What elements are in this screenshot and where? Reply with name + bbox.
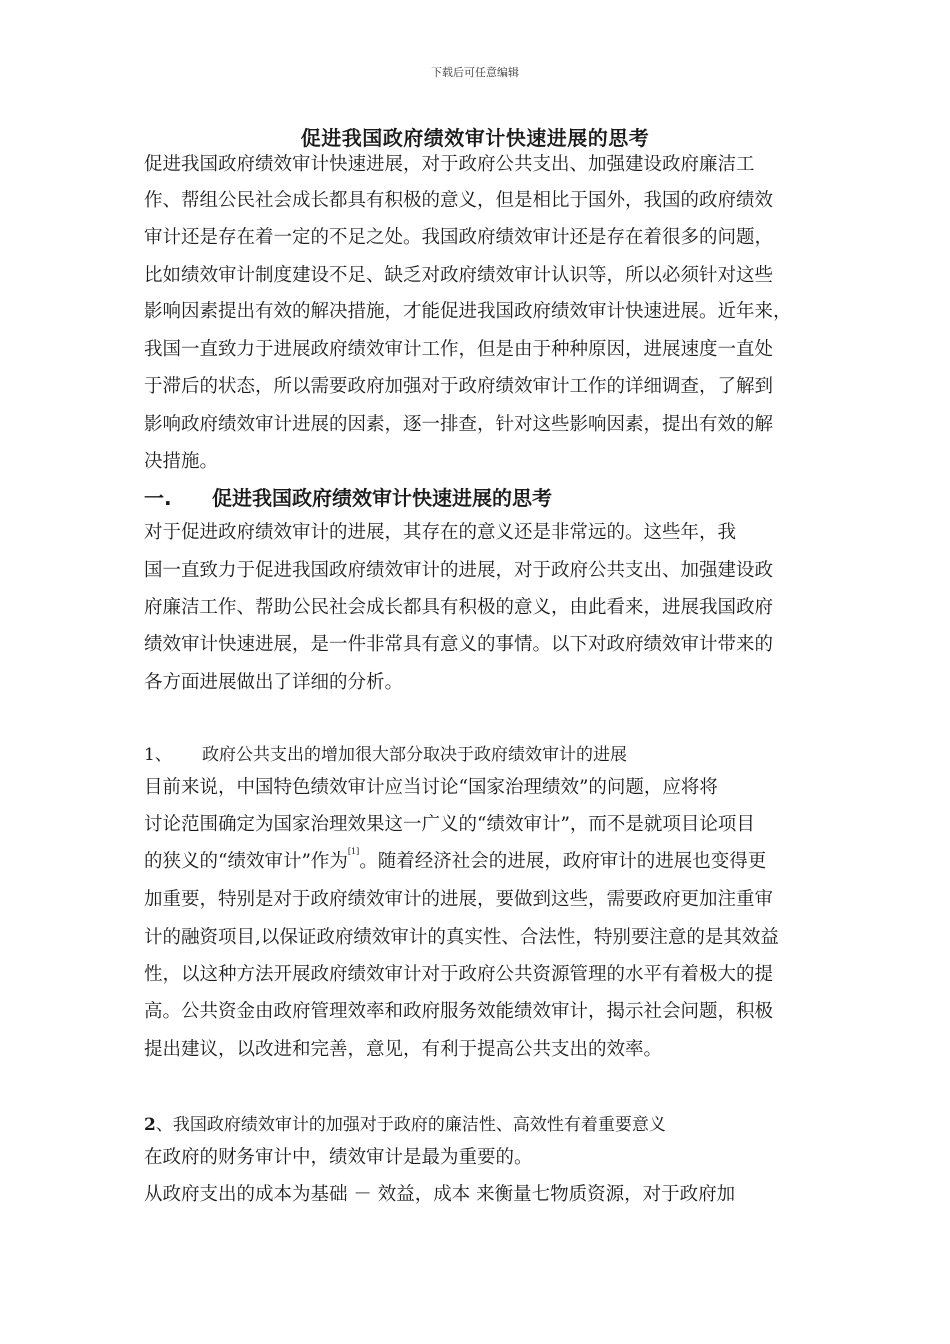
sub1-line: 加重要，特别是对于政府绩效审计的进展，要做到这些，需要政府更加注重审 [144,889,774,910]
intro-line: 我国一直致力于进展政府绩效审计工作，但是由于种种原因，进展速度一直处 [144,339,774,360]
sub1-line: 讨论范围确定为国家治理效果这一广义的“绩效审计”，而不是就项目论项目 [144,814,755,835]
section1-line: 对于促进政府绩效审计的进展，其存在的意义还是非常远的。这些年，我 [144,522,737,543]
intro-line: 影响因素提出有效的解决措施，才能促进我国政府绩效审计快速进展。近年来， [144,301,792,322]
intro-line: 作、帮组公民社会成长都具有积极的意义，但是相比于国外，我国的政府绩效 [144,190,774,211]
section1-line: 绩效审计快速进展，是一件非常具有意义的事情。以下对政府绩效审计带来的 [144,634,774,655]
page-title: 促进我国政府绩效审计快速进展的思考 [300,126,650,150]
intro-line: 审计还是存在着一定的不足之处。我国政府绩效审计还是存在着很多的问题， [144,227,774,248]
sub1-line: 目前来说，中国特色绩效审计应当讨论“国家治理绩效”的问题，应将将 [144,777,718,798]
section1-line: 府廉洁工作、帮助公民社会成长都具有积极的意义，由此看来，进展我国政府 [144,597,774,618]
citation-ref: [1] [347,847,360,856]
intro-line: 影响政府绩效审计进展的因素，逐一排查，针对这些影响因素，提出有效的解 [144,414,774,435]
section1-line: 国一直致力于促进我国政府绩效审计的进展，对于政府公共支出、加强建设政 [144,560,774,581]
section1-line: 各方面进展做出了详细的分析。 [144,672,404,693]
sub2-line: 在政府的财务审计中，绩效审计是最为重要的。 [144,1147,533,1168]
sub1-line: 高。公共资金由政府管理效率和政府服务效能绩效审计，揭示社会问题，积极 [144,1001,774,1022]
subsection-heading [144,1110,666,1135]
sub1-line-text: 的狭义的“绩效审计”作为 [144,851,348,872]
section-number: 一. [144,486,172,510]
subsection-number: 2 [144,1115,156,1135]
intro-line: 于滞后的状态，所以需要政府加强对于政府绩效审计工作的详细调查，了解到 [144,376,774,397]
subsection-title: 、我国政府绩效审计的加强对于政府的廉洁性、高效性有着重要意义 [155,1115,666,1135]
sub1-line-text: 。随着经济社会的进展，政府审计的进展也变得更 [359,851,767,872]
sub1-line [144,847,766,873]
sub1-line: 提出建议，以改进和完善，意见，有利于提高公共支出的效率。 [144,1039,663,1060]
intro-line: 比如绩效审计制度建设不足、缺乏对政府绩效审计认识等，所以必须针对这些 [144,265,774,286]
section-heading [144,482,552,511]
page-header: 下载后可任意编辑 [431,66,519,79]
sub1-line: 性，以这种方法开展政府绩效审计对于政府公共资源管理的水平有着极大的提 [144,964,774,985]
sub2-line: 从政府支出的成本为基础 － 效益，成本 来衡量七物质资源，对于政府加 [144,1184,736,1205]
subsection-heading [144,740,627,765]
sub1-line: 计的融资项目,以保证政府绩效审计的真实性、合法性，特别要注意的是其效益 [144,927,779,948]
section-title: 促进我国政府绩效审计快速进展的思考 [212,486,552,510]
intro-line: 促进我国政府绩效审计快速进展，对于政府公共支出、加强建设政府廉洁工 [144,154,755,175]
subsection-title: 政府公共支出的增加很大部分取决于政府绩效审计的进展 [202,745,627,765]
intro-line: 决措施。 [144,451,219,472]
subsection-number: 1、 [144,745,172,765]
